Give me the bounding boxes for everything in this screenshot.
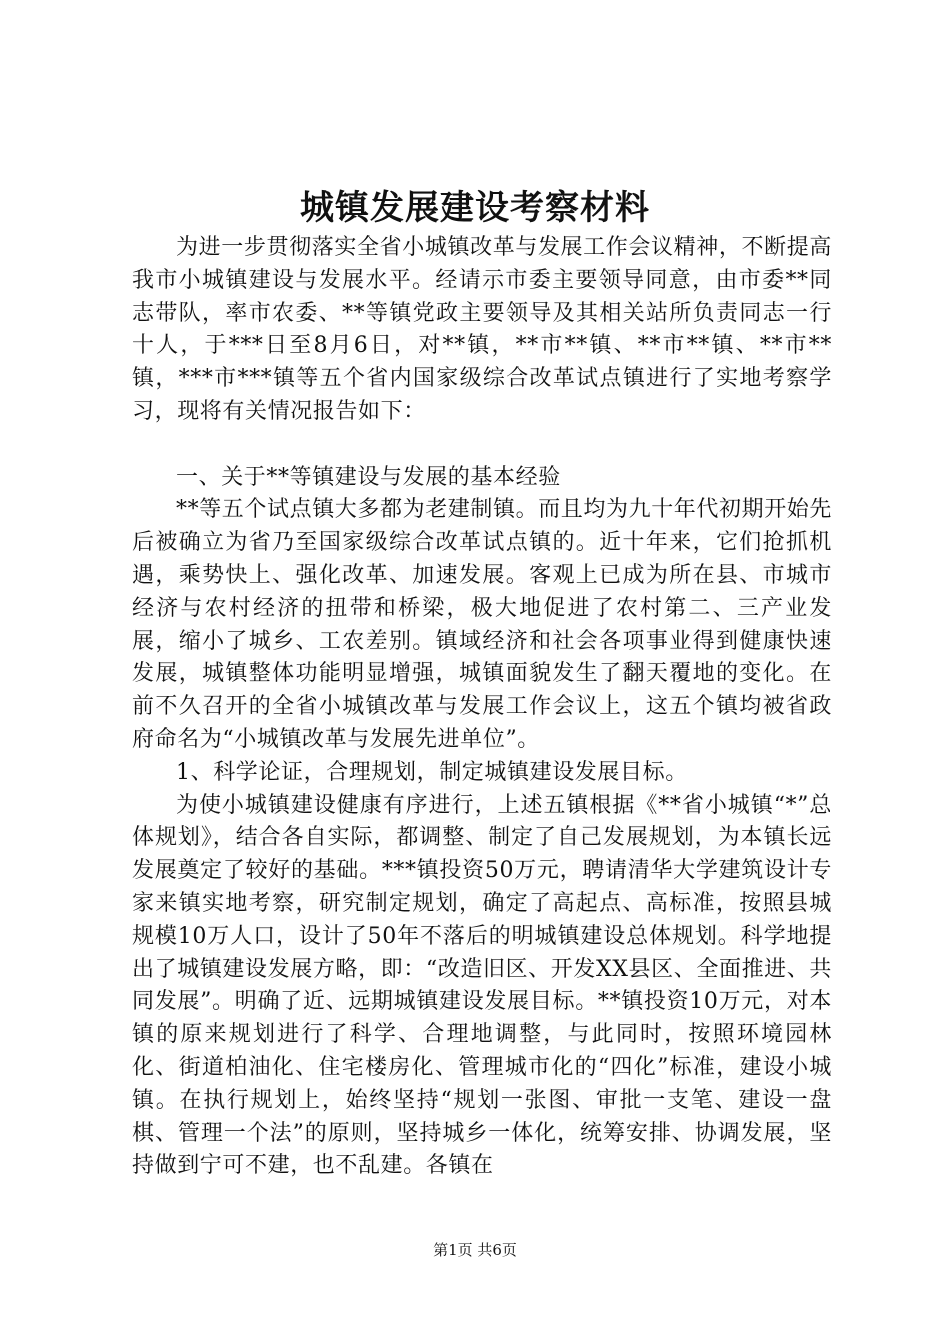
body-paragraph: 为使小城镇建设健康有序进行，上述五镇根据《**省小城镇“*”总体规划》，结合各自实际，都调整、制定了自己发展规划，为本镇长远发展奠定了较好的基础。***镇投资50万元，聘请清华大学建筑设计专家来镇实地考察，研究制定规划，确定了高起点、高标准，按照县城规模10万人口，设计了50年不落后的明城镇建设总体规划。科学地提出了城镇建设发展方略，即：“改造旧区、开发XX县区、全面推进、共同发展”。明确了近、远期城镇建设发展目标。**镇投资10万元，对本镇的原来规划进行了科学、合理地调整，与此同时，按照环境园林化、街道柏油化、住宅楼房化、管理城市化的“四化”标准，建设小城镇。在执行规划上，始终坚持“规划一张图、审批一支笔、建设一盘棋、管理一个法”的原则，坚持城乡一体化，统筹安排、协调发展，坚持做到宁可不建，也不乱建。各镇在: [132, 792, 832, 1179]
body-paragraph: **等五个试点镇大多都为老建制镇。而且均为九十年代初期开始先后被确立为省乃至国家级综合改革试点镇的。近十年来，它们抢抓机遇，乘势快上、强化改革、加速发展。客观上已成为所在县、市城市经济与农村经济的扭带和桥梁，极大地促进了农村第二、三产业发展，缩小了城乡、工农差别。镇域经济和社会各项事业得到健康快速发展，城镇整体功能明显增强，城镇面貌发生了翻天覆地的变化。在前不久召开的全省小城镇改革与发展工作会议上，这五个镇均被省政府命名为“小城镇改革与发展先进单位”。: [132, 497, 833, 752]
intro-paragraph: 为进一步贯彻落实全省小城镇改革与发展工作会议精神，不断提高我市小城镇建设与发展水平。经请示市委主要领导同意，由市委**同志带队，率市农委、**等镇党政主要领导及其相关站所负责同志一行十人，于***日至8月6日，对**镇，**市**镇、**市**镇、**市**镇，***市***镇等五个省内国家级综合改革试点镇进行了实地考察学习，现将有关情况报告如下：: [132, 235, 832, 424]
page-footer: 第1页 共6页: [433, 1241, 517, 1259]
subsection-heading: 1、科学论证，合理规划，制定城镇建设发展目标。: [176, 759, 688, 785]
document-body: [132, 232, 832, 1183]
section-heading: 一、关于**等镇建设与发展的基本经验: [176, 464, 561, 490]
document-title: 城镇发展建设考察材料: [300, 188, 650, 228]
